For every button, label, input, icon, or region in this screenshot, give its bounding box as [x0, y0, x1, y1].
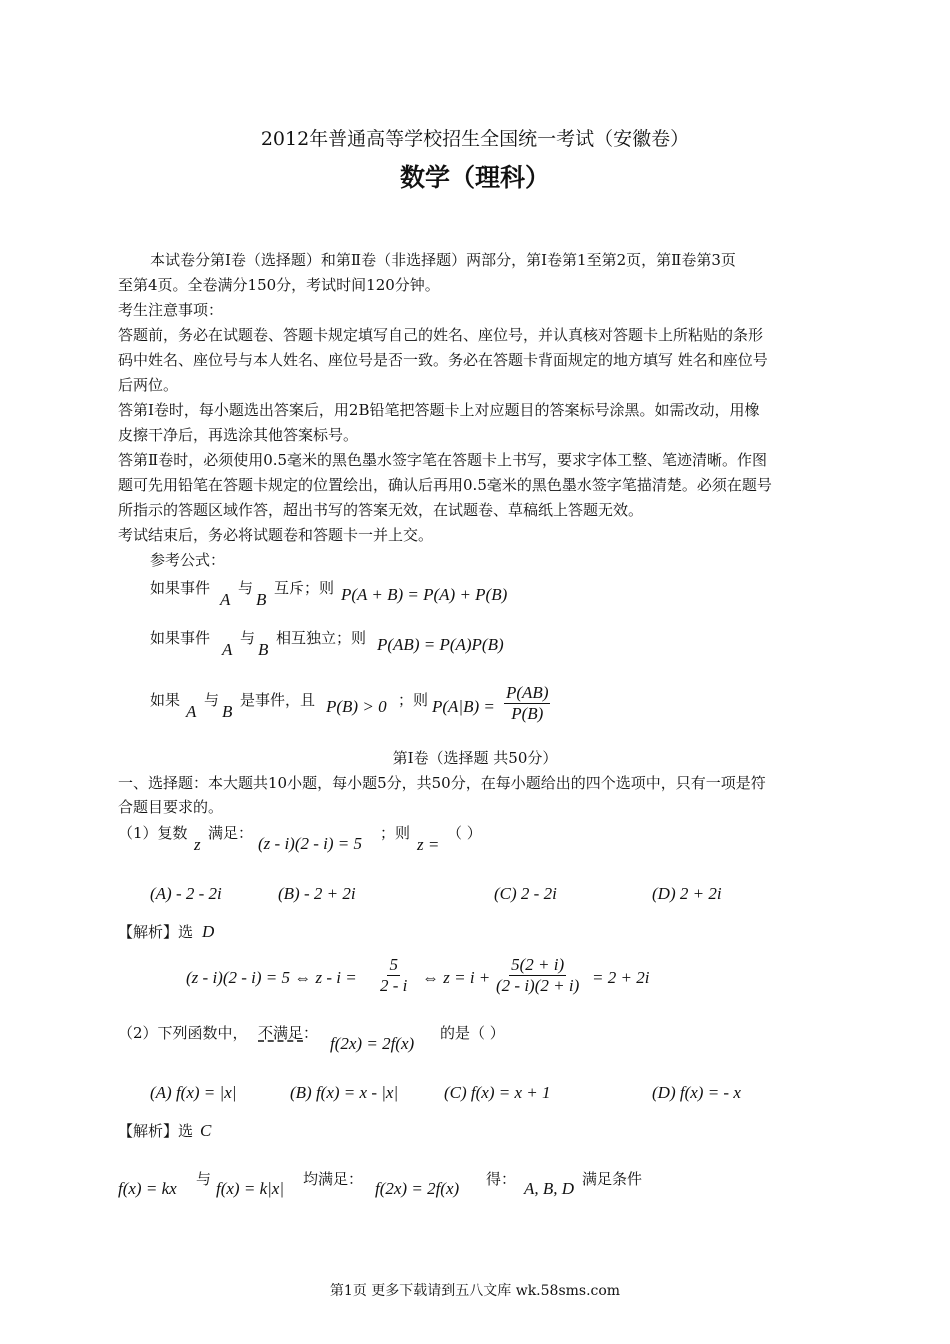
formula-1-and: 与 — [238, 579, 254, 597]
q1-option-b: (B) - 2 + 2i — [278, 884, 356, 903]
notice-3-line-1: 答第Ⅱ卷时，必须使用0.5毫米的黑色墨水签字笔在答题卡上书写，要求字体工整、笔迹清晰。作图 — [118, 451, 768, 469]
formula-3-prefix: 如果 — [150, 691, 181, 709]
q1-solution-right: = 2 + 2i — [592, 968, 650, 987]
q2-solution-get: 得： — [486, 1170, 517, 1188]
q2-solution-mid: 均满足： — [303, 1170, 364, 1188]
q2-solution-eq: f(2x) = 2f(x) — [375, 1179, 460, 1198]
q2-solution-f2: f(x) = k|x| — [216, 1179, 284, 1198]
q1-solution-f1-den: 2 - i — [380, 976, 408, 995]
intro-line-1: 本试卷分第Ⅰ卷（选择题）和第Ⅱ卷（非选择题）两部分，第Ⅰ卷第1至第2页，第Ⅱ卷第3页 — [150, 251, 736, 269]
formula-1-eq: P(A + B) = P(A) + P(B) — [341, 585, 508, 604]
section-1-desc-1: 一、选择题：本大题共10小题，每小题5分，共50分，在每小题给出的四个选项中，只有一项是符 — [118, 774, 766, 792]
q2-colon: ： — [303, 1024, 319, 1042]
q2-solution-tail: 满足条件 — [582, 1170, 643, 1188]
q1-prefix: （1）复数 — [118, 824, 188, 842]
formula-2-and: 与 — [240, 629, 256, 647]
q1-option-a: (A) - 2 - 2i — [150, 884, 222, 903]
page-footer: 第1页 更多下载请到五八文库 wk.58sms.com — [329, 1283, 621, 1299]
formula-3-denominator: P(B) — [511, 704, 544, 723]
notice-1-line-1: 答题前，务必在试题卷、答题卡规定填写自己的姓名、座位号，并认真核对答题卡上所粘贴的条形 — [118, 326, 764, 344]
q1-solution-f2-den: (2 - i)(2 + i) — [496, 976, 580, 995]
q2-solution-f1: f(x) = kx — [118, 1179, 177, 1198]
notice-3-line-3: 所指示的答题区域作答，超出书写的答案无效，在试题卷、草稿纸上答题无效。 — [118, 501, 644, 519]
formula-1-a: A — [220, 590, 231, 609]
q2-answer-label: 【解析】选 — [118, 1122, 194, 1140]
formula-3-lhs: P(A|B) = — [432, 697, 495, 716]
formula-3-numerator: P(AB) — [506, 683, 549, 702]
q1-answer: D — [202, 922, 215, 941]
q1-option-d: (D) 2 + 2i — [652, 884, 722, 903]
formula-3-then: ；则 — [398, 691, 429, 709]
formula-3-fraction — [504, 683, 550, 724]
formula-2-b: B — [258, 640, 269, 659]
q1-solution-left: (z - i)(2 - i) = 5 ⇔ z - i = — [186, 968, 357, 987]
q2-tail: 的是（ ） — [440, 1024, 505, 1042]
q1-solution-fraction-2 — [496, 955, 579, 996]
section-1-desc-2: 合题目要求的。 — [118, 798, 224, 816]
intro-line-2: 至第4页。全卷满分150分，考试时间120分钟。 — [118, 276, 440, 294]
q1-ask: z = — [417, 835, 440, 854]
q1-solution-fraction-1 — [380, 955, 407, 996]
q1-option-c: (C) 2 - 2i — [494, 884, 557, 903]
q1-z: z — [194, 835, 201, 854]
q2-equation: f(2x) = 2f(x) — [330, 1034, 415, 1053]
q2-option-c: (C) f(x) = x + 1 — [444, 1083, 551, 1102]
notice-3-line-2: 题可先用铅笔在答题卡规定的位置绘出，确认后再用0.5毫米的黑色墨水签字笔描清楚。必须在题号 — [118, 476, 772, 494]
exam-subtitle: 数学（理科） — [399, 163, 550, 192]
formula-1-b: B — [256, 590, 267, 609]
formula-3-mid: 是事件，且 — [240, 691, 316, 709]
q2-not-meet: 不满足 — [258, 1024, 304, 1042]
exam-title: 2012年普通高等学校招生全国统一考试（安徽卷） — [260, 128, 690, 150]
q1-answer-paren: （ ） — [447, 824, 482, 842]
q2-solution-set: A, B, D — [524, 1179, 575, 1198]
formula-1-prefix: 如果事件 — [150, 579, 211, 597]
formula-2-mid: 相互独立；则 — [276, 629, 367, 647]
section-1-title: 第Ⅰ卷（选择题 共50分） — [392, 749, 558, 767]
formula-2-eq: P(AB) = P(A)P(B) — [377, 635, 504, 654]
formula-3-and: 与 — [204, 691, 220, 709]
formula-3-cond: P(B) > 0 — [326, 697, 387, 716]
notice-2-line-2: 皮擦干净后，再选涂其他答案标号。 — [118, 426, 359, 444]
notice-1-line-2: 码中姓名、座位号与本人姓名、座位号是否一致。务必在答题卡背面规定的地方填写 姓名和座位号 — [118, 351, 768, 369]
formula-2-prefix: 如果事件 — [150, 629, 211, 647]
q1-answer-label: 【解析】选 — [118, 923, 194, 941]
formulas-title: 参考公式： — [150, 551, 226, 569]
notice-2-line-1: 答第Ⅰ卷时，每小题选出答案后，用2B铅笔把答题卡上对应题目的答案标号涂黑。如需改动，用橡 — [118, 401, 760, 419]
formula-1-mid: 互斥；则 — [274, 579, 335, 597]
q2-answer: C — [200, 1121, 212, 1140]
formula-2-a: A — [222, 640, 233, 659]
q1-solution-mid: ⇔ z = i + — [422, 968, 491, 987]
q1-solution-f2-num: 5(2 + i) — [511, 955, 565, 974]
q2-option-d: (D) f(x) = - x — [652, 1083, 741, 1102]
q1-then: ；则 — [380, 824, 411, 842]
q1-mid: 满足： — [208, 824, 254, 842]
q1-equation: (z - i)(2 - i) = 5 — [258, 834, 363, 853]
formula-3-b: B — [222, 702, 233, 721]
notice-4: 考试结束后，务必将试题卷和答题卡一并上交。 — [118, 526, 434, 544]
q1-solution-f1-num: 5 — [389, 955, 398, 974]
notice-title: 考生注意事项： — [118, 301, 224, 319]
formula-3-a: A — [186, 702, 197, 721]
q2-option-b: (B) f(x) = x - |x| — [290, 1083, 399, 1102]
q2-option-a: (A) f(x) = |x| — [150, 1083, 237, 1102]
q2-prefix: （2）下列函数中， — [118, 1024, 248, 1042]
q2-solution-and: 与 — [196, 1170, 212, 1188]
notice-1-line-3: 后两位。 — [118, 376, 179, 394]
